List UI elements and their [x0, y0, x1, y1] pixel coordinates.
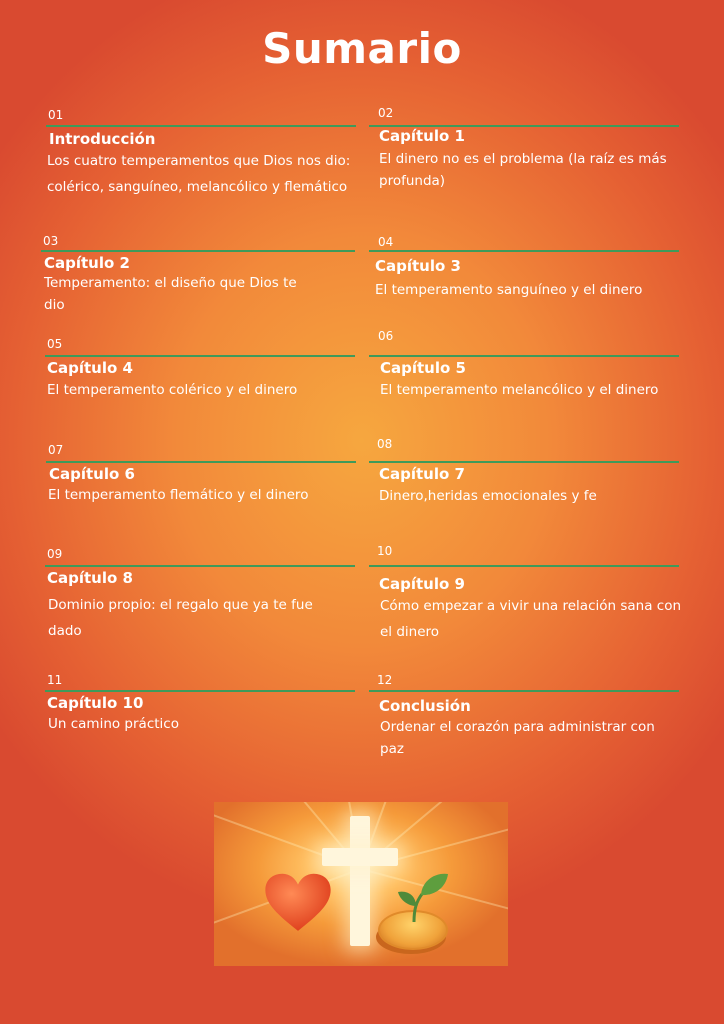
entry-number: 12	[377, 673, 393, 687]
entry-number: 09	[47, 547, 63, 561]
entry-divider	[369, 250, 679, 252]
entry-heading: Capítulo 5	[380, 359, 466, 377]
entry-number: 02	[378, 106, 394, 120]
heart-icon	[264, 872, 332, 940]
entry-heading: Capítulo 9	[379, 575, 465, 593]
entry-divider	[46, 125, 356, 127]
entry-description: Cómo empezar a vivir una relación sana con el dinero	[380, 598, 682, 640]
entry-description: Dinero,heridas emocionales y fe	[379, 488, 597, 504]
entry-heading: Introducción	[49, 130, 156, 148]
entry-description: El temperamento sanguíneo y el dinero	[375, 282, 643, 298]
entry-heading: Capítulo 7	[379, 465, 465, 483]
entry-number: 04	[378, 235, 394, 249]
entry-description: Un camino práctico	[48, 716, 179, 732]
entry-number: 11	[47, 673, 63, 687]
page-title: Sumario	[262, 24, 462, 73]
entry-divider	[45, 565, 355, 567]
cross-icon	[350, 816, 370, 946]
entry-heading: Capítulo 1	[379, 127, 465, 145]
entry-divider	[369, 690, 679, 692]
cover-illustration	[214, 802, 508, 966]
entry-divider	[45, 690, 355, 692]
entry-heading: Capítulo 3	[375, 257, 461, 275]
entry-description: El temperamento melancólico y el dinero	[380, 382, 659, 398]
entry-divider	[369, 355, 679, 357]
entry-heading: Conclusión	[379, 697, 471, 715]
entry-description: El temperamento colérico y el dinero	[47, 382, 298, 398]
entry-heading: Capítulo 2	[44, 254, 130, 272]
entry-divider	[369, 461, 679, 463]
entry-number: 10	[377, 544, 393, 558]
entry-number: 07	[48, 443, 64, 457]
cross-icon	[322, 848, 398, 866]
entry-number: 01	[48, 108, 64, 122]
entry-description: Los cuatro temperamentos que Dios nos dio: colérico, sanguíneo, melancólico y flemático	[47, 153, 351, 195]
entry-description: Dominio propio: el regalo que ya te fue dado	[48, 597, 313, 639]
entry-heading: Capítulo 4	[47, 359, 133, 377]
entry-number: 08	[377, 437, 393, 451]
entry-description: El temperamento flemático y el dinero	[48, 487, 309, 503]
entry-heading: Capítulo 6	[49, 465, 135, 483]
entry-description: Ordenar el corazón para administrar con paz	[380, 719, 655, 757]
entry-divider	[41, 250, 355, 252]
entry-description: Temperamento: el diseño que Dios te dio	[44, 275, 297, 313]
entry-divider	[46, 461, 356, 463]
entry-heading: Capítulo 8	[47, 569, 133, 587]
entry-description: El dinero no es el problema (la raíz es más profunda)	[379, 151, 667, 189]
entry-divider	[369, 565, 679, 567]
entry-number: 05	[47, 337, 63, 351]
entry-heading: Capítulo 10	[47, 694, 144, 712]
entry-number: 06	[378, 329, 394, 343]
entry-number: 03	[43, 234, 59, 248]
sprout-icon	[392, 866, 452, 926]
entry-divider	[45, 355, 355, 357]
